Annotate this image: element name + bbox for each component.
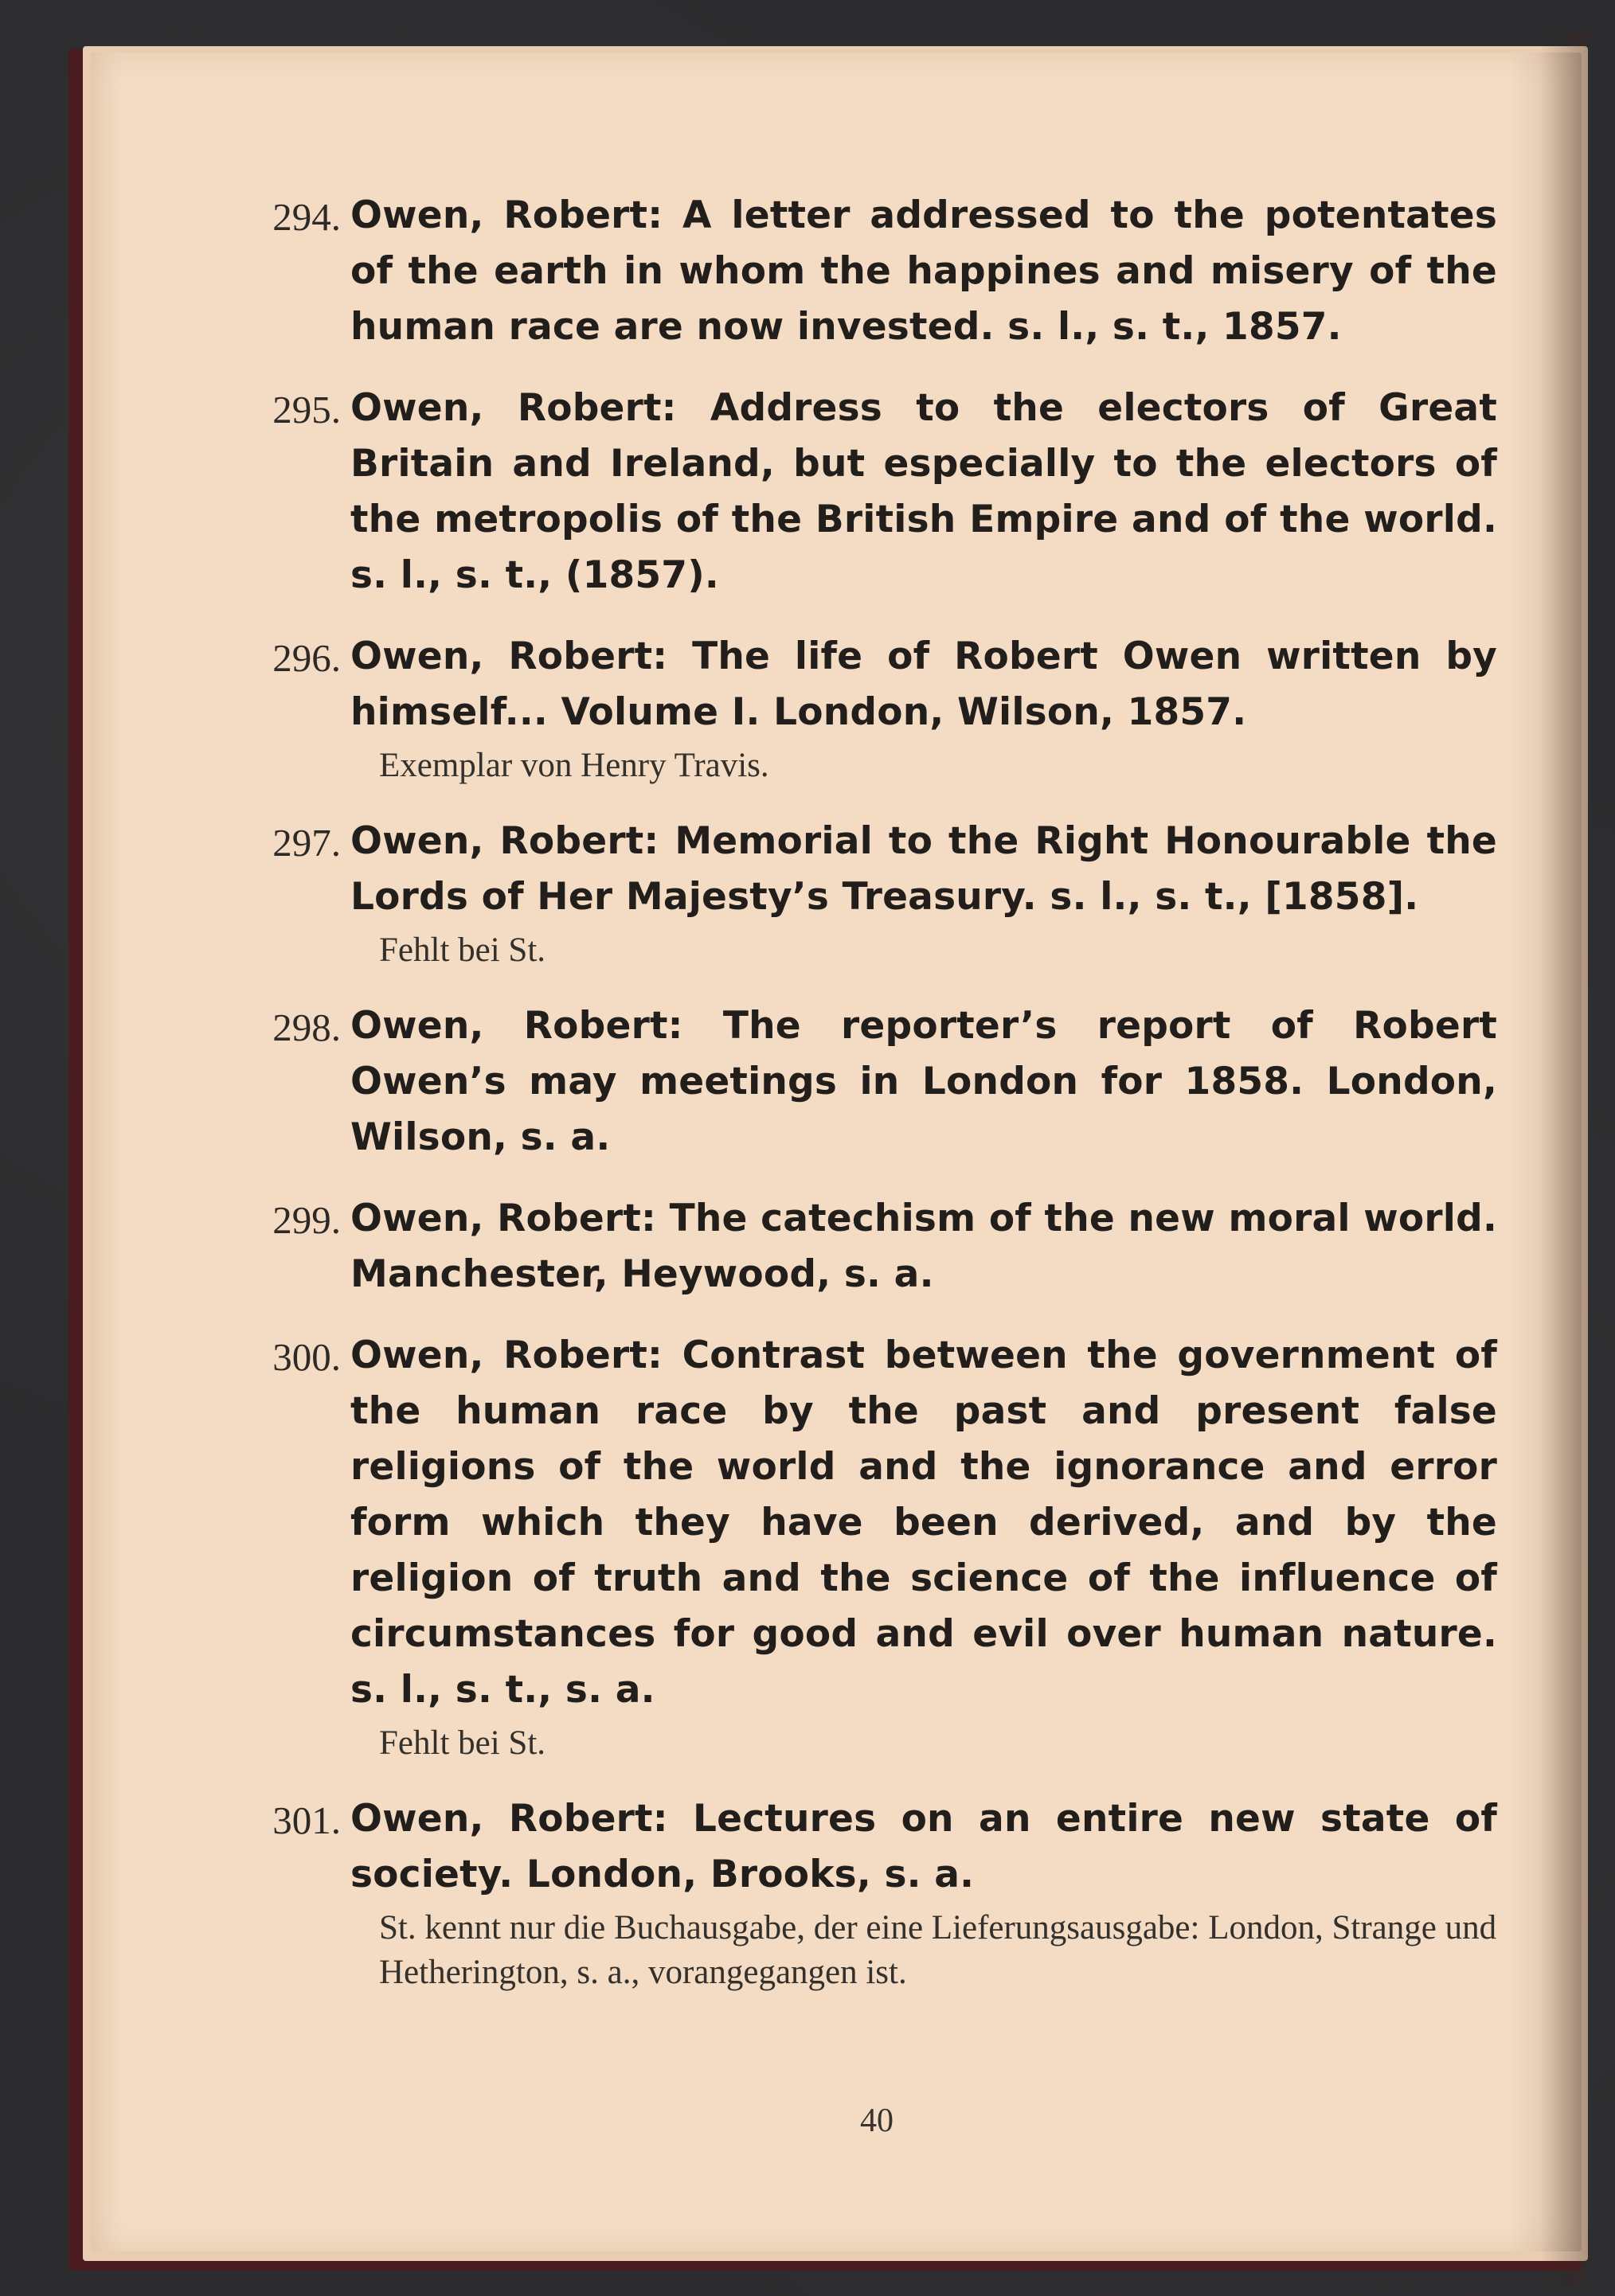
entry-number: 294.: [272, 195, 341, 239]
entry-297: [272, 814, 1497, 973]
entry-note: St. kennt nur die Buchausgabe, der eine Lieferungsausgabe: London, Strange und Hetherington, s. a., vorangegangen ist.: [379, 1909, 1497, 1991]
entry-number: 296.: [272, 636, 341, 680]
entry-number: 297.: [272, 821, 341, 865]
entry-294: [272, 188, 1497, 355]
entry-296: [272, 629, 1497, 788]
entry-title: Owen, Robert: The reporter’s report of Robert Owen’s may meetings in London for 1858. London, Wilson, s. a.: [350, 1004, 1497, 1159]
bibliography-list: [272, 188, 1497, 2021]
entry-number: 298.: [272, 1005, 341, 1049]
entry-title: Owen, Robert: The life of Robert Owen written by himself... Volume I. London, Wilson, 1857.: [350, 635, 1497, 734]
entry-note: Fehlt bei St.: [379, 1724, 546, 1762]
entry-300: [272, 1328, 1497, 1766]
entry-number: 300.: [272, 1335, 341, 1379]
entry-298: [272, 998, 1497, 1166]
entry-295: [272, 381, 1497, 603]
spine-shadow: [1540, 32, 1588, 2285]
entry-number: 295.: [272, 388, 341, 431]
entry-note: Exemplar von Henry Travis.: [379, 747, 769, 784]
entry-title: Owen, Robert: Memorial to the Right Honourable the Lords of Her Majesty’s Treasury. s. l., s. t., [1858].: [350, 819, 1497, 919]
entry-note: Fehlt bei St.: [379, 931, 546, 969]
entry-299: [272, 1191, 1497, 1302]
entry-number: 301.: [272, 1798, 341, 1842]
entry-title: Owen, Robert: A letter addressed to the potentates of the earth in whom the happines and misery of the human race are now invested. s. l., s. t., 1857.: [350, 193, 1497, 349]
entry-title: Owen, Robert: Address to the electors of Great Britain and Ireland, but especially to the electors of the metropolis of the British Empire and of the world. s. l., s. t., (1857).: [350, 386, 1497, 597]
page-number: 40: [860, 2103, 894, 2139]
entry-title: Owen, Robert: Lectures on an entire new state of society. London, Brooks, s. a.: [350, 1797, 1497, 1896]
entry-number: 299.: [272, 1198, 341, 1242]
entry-301: [272, 1791, 1497, 1995]
entry-title: Owen, Robert: The catechism of the new moral world. Manchester, Heywood, s. a.: [350, 1197, 1497, 1296]
entry-title: Owen, Robert: Contrast between the government of the human race by the past and present false religions of the world and the ignorance and error form which they have been derived, and by the religion of truth and the science of the influence of circumstances for good and evil over human nature. s. l., s. t., s. a.: [350, 1333, 1497, 1712]
